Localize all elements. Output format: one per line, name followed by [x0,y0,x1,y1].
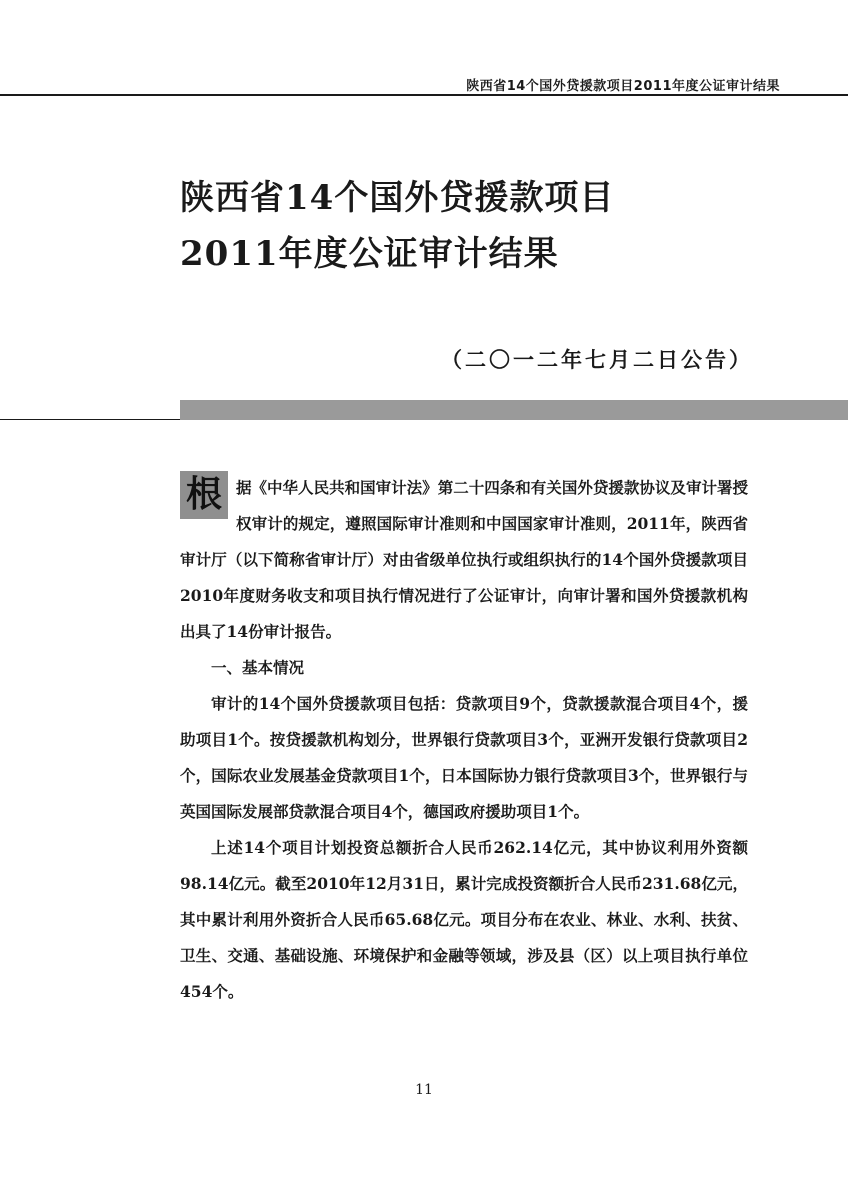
paragraph-project-composition: 审计的14个国外贷援款项目包括：贷款项目9个，贷款援款混合项目4个，援助项目1个。按贷援款机构划分，世界银行贷款项目3个，亚洲开发银行贷款项目2个，国际农业发展基金贷款项目1个，日本国际协力银行贷款项目3个，世界银行与英国国际发展部贷款混合项目4个，德国政府援助项目1个。 [180,694,748,821]
document-body [180,470,748,1010]
decorative-gray-band [180,400,848,420]
drop-cap: 根 [180,471,228,519]
page-title [180,170,800,282]
decorative-thin-rule [0,419,180,420]
paragraph-intro [180,470,748,650]
running-header-title: 陕西省14个国外贷援款项目2011年度公证审计结果 [466,79,780,94]
title-line-2: 2011年度公证审计结果 [180,234,559,274]
section-heading-basic-info: 一、基本情况 [211,659,305,677]
paragraph-investment-summary: 上述14个项目计划投资总额折合人民币262.14亿元，其中协议利用外资额98.14亿元。截至2010年12月31日，累计完成投资额折合人民币231.68亿元，其中累计利用外资折合人民币65.68亿元。项目分布在农业、林业、水利、扶贫、卫生、交通、基础设施、环境保护和金融等领域，涉及县（区）以上项目执行单位454个。 [180,838,748,1001]
paragraph-intro-text: 据《中华人民共和国审计法》第二十四条和有关国外贷援款协议及审计署授权审计的规定，遵照国际审计准则和中国国家审计准则，2011年，陕西省审计厅（以下简称省审计厅）对由省级单位执行或组织执行的14个国外贷援款项目2010年度财务收支和项目执行情况进行了公证审计，向审计署和国外贷援款机构出具了14份审计报告。 [180,478,748,641]
page-number: 11 [415,1082,433,1098]
title-line-1: 陕西省14个国外贷援款项目 [180,178,615,218]
running-header [0,0,848,96]
header-rule [0,94,848,96]
announcement-date: （二〇一二年七月二日公告） [441,348,753,372]
